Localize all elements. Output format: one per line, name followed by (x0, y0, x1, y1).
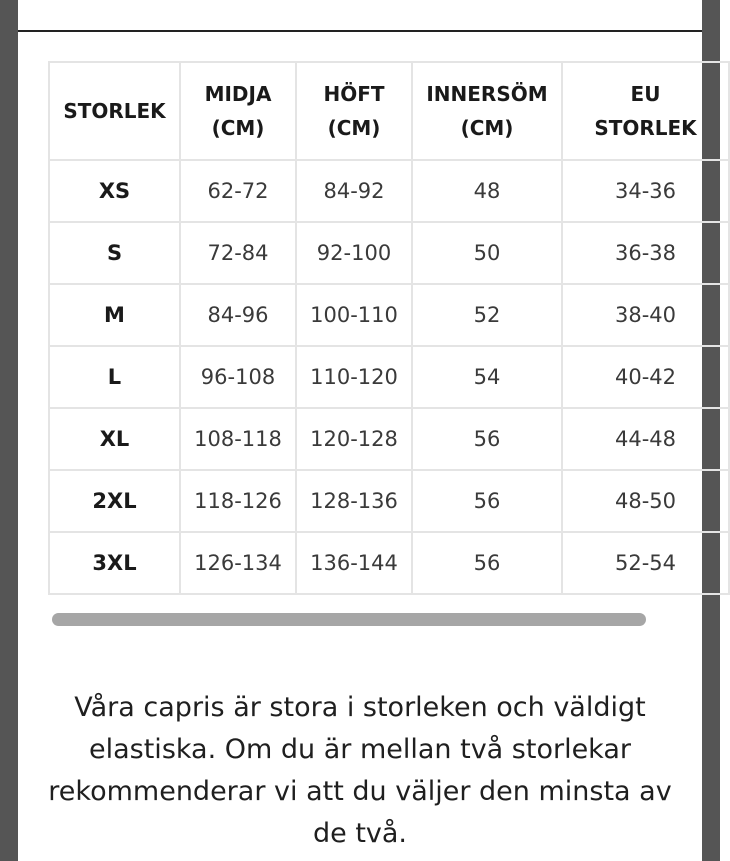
cell-eu-size: 48-50 (562, 470, 729, 532)
cell-waist: 72-84 (180, 222, 296, 284)
table-row (49, 408, 729, 470)
cell-waist: 126-134 (180, 532, 296, 594)
top-divider (18, 30, 702, 32)
cell-size: XL (49, 408, 180, 470)
cell-waist: 108-118 (180, 408, 296, 470)
cell-hip: 100-110 (296, 284, 412, 346)
header-size: STORLEK (49, 62, 180, 160)
table-row (49, 532, 729, 594)
cell-waist: 62-72 (180, 160, 296, 222)
cell-size: M (49, 284, 180, 346)
cell-hip: 128-136 (296, 470, 412, 532)
cell-inseam: 56 (412, 470, 562, 532)
cell-inseam: 56 (412, 408, 562, 470)
cell-hip: 136-144 (296, 532, 412, 594)
cell-waist: 84-96 (180, 284, 296, 346)
table-header-row (49, 62, 729, 160)
cell-size: S (49, 222, 180, 284)
cell-eu-size: 52-54 (562, 532, 729, 594)
cell-hip: 84-92 (296, 160, 412, 222)
table-row (49, 284, 729, 346)
cell-inseam: 48 (412, 160, 562, 222)
header-eu-size: EU STORLEK (562, 62, 729, 160)
cell-size: 2XL (49, 470, 180, 532)
table-row (49, 160, 729, 222)
cell-eu-size: 34-36 (562, 160, 729, 222)
cell-size: 3XL (49, 532, 180, 594)
table-row (49, 346, 729, 408)
cell-hip: 92-100 (296, 222, 412, 284)
scrollbar-thumb[interactable] (52, 613, 646, 626)
cell-inseam: 54 (412, 346, 562, 408)
cell-hip: 110-120 (296, 346, 412, 408)
cell-size: XS (49, 160, 180, 222)
horizontal-scrollbar[interactable] (48, 610, 672, 628)
cell-eu-size: 40-42 (562, 346, 729, 408)
left-edge-bar (0, 0, 18, 861)
fit-note: Våra capris är stora i storleken och väldigt elastiska. Om du är mellan två storlekar rekommenderar vi att du väljer den minsta av de två. (48, 692, 672, 849)
header-hip: HÖFT (CM) (296, 62, 412, 160)
cell-inseam: 50 (412, 222, 562, 284)
size-table-scroll-area[interactable] (48, 61, 697, 606)
cell-inseam: 56 (412, 532, 562, 594)
cell-eu-size: 44-48 (562, 408, 729, 470)
cell-waist: 96-108 (180, 346, 296, 408)
cell-inseam: 52 (412, 284, 562, 346)
cell-waist: 118-126 (180, 470, 296, 532)
cell-eu-size: 36-38 (562, 222, 729, 284)
table-row (49, 470, 729, 532)
size-table (48, 61, 730, 595)
header-inseam: INNERSÖM (CM) (412, 62, 562, 160)
cell-hip: 120-128 (296, 408, 412, 470)
cell-size: L (49, 346, 180, 408)
header-waist: MIDJA (CM) (180, 62, 296, 160)
table-row (49, 222, 729, 284)
cell-eu-size: 38-40 (562, 284, 729, 346)
